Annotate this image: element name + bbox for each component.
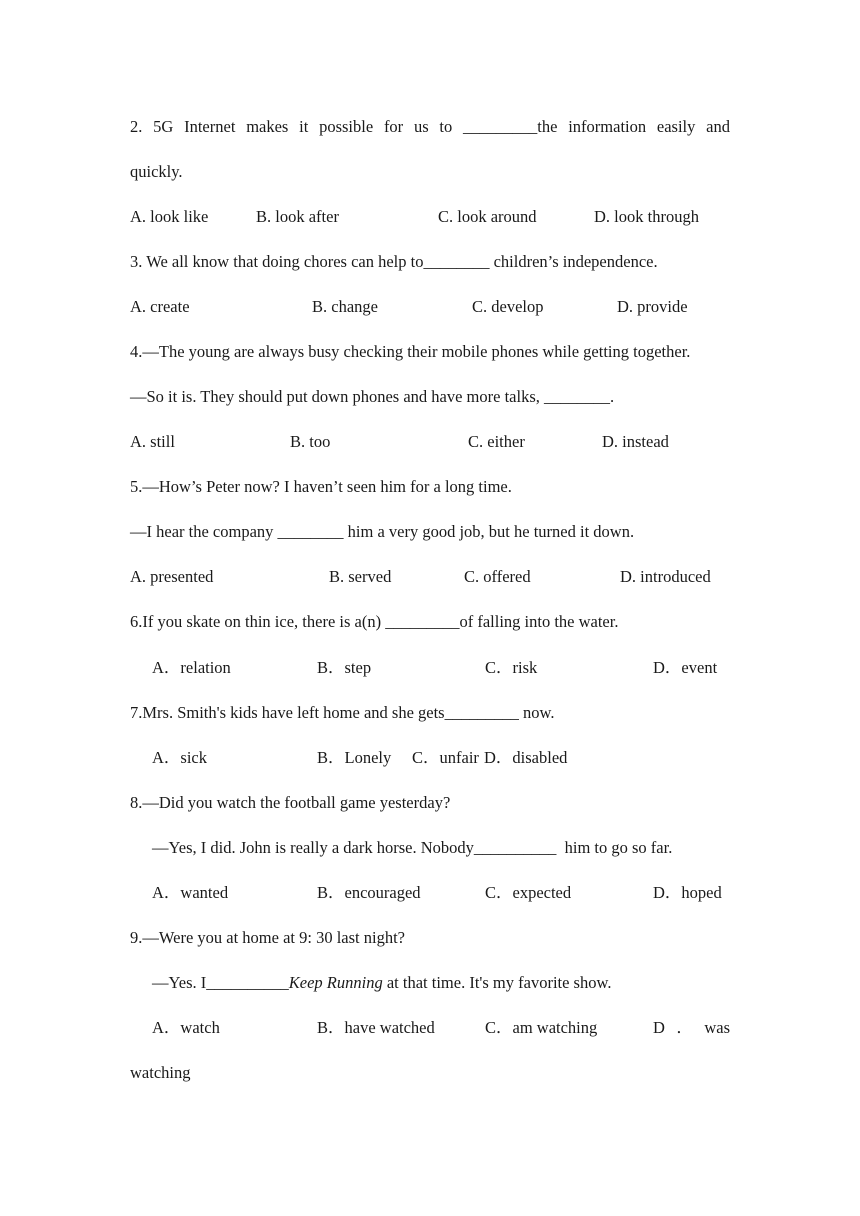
q3-option-d: D. provide xyxy=(617,297,688,316)
q4-option-d: D. instead xyxy=(602,432,669,451)
q7-option-d: D．disabled xyxy=(484,748,568,767)
question-2-line-2: quickly. xyxy=(130,162,183,181)
q9-option-d-wrap: watching xyxy=(130,1063,191,1082)
question-8-line-1: 8.—Did you watch the football game yesterday? xyxy=(130,793,451,812)
q5-option-d: D. introduced xyxy=(620,567,711,586)
q8-answer-blank: __________ xyxy=(473,838,557,857)
q7-option-c: C．unfair xyxy=(412,748,479,767)
q8-option-d: D．hoped xyxy=(653,883,722,902)
q4-option-c: C. either xyxy=(468,432,525,451)
q6-option-b: B．step xyxy=(317,658,372,677)
q2-option-c: C. look around xyxy=(438,207,537,226)
q8-option-a: A．wanted xyxy=(152,883,229,902)
q3-option-c: C. develop xyxy=(472,297,544,316)
q9-line2-after: at that time. It's my favorite show. xyxy=(382,973,612,992)
q4-option-b: B. too xyxy=(290,432,331,451)
q9-show-title: Keep Running xyxy=(288,973,383,992)
q9-line2-before: —Yes. I xyxy=(152,973,207,992)
q8-option-b: B．encouraged xyxy=(317,883,421,902)
q5-option-b: B. served xyxy=(329,567,392,586)
question-3-text: 3. We all know that doing chores can help to________ children’s independence. xyxy=(130,252,658,271)
question-4-line-1: 4.—The young are always busy checking their mobile phones while getting together. xyxy=(130,342,691,361)
q9-option-c: C．am watching xyxy=(485,1018,598,1037)
question-7-text: 7.Mrs. Smith's kids have left home and she gets_________ now. xyxy=(130,703,555,722)
question-8-line-2 xyxy=(152,838,672,858)
q9-option-d: D．was xyxy=(653,1018,730,1037)
q6-option-a: A．relation xyxy=(152,658,231,677)
q9-answer-blank: __________ xyxy=(206,973,289,992)
q4-option-a: A. still xyxy=(130,432,175,451)
q2-option-d: D. look through xyxy=(594,207,699,226)
q3-option-b: B. change xyxy=(312,297,378,316)
q7-option-b: B．Lonely xyxy=(317,748,392,767)
q8-option-c: C．expected xyxy=(485,883,572,902)
q2-option-a: A. look like xyxy=(130,207,209,226)
question-4-line-2: —So it is. They should put down phones and have more talks, ________. xyxy=(130,387,615,406)
question-9-line-2 xyxy=(152,973,611,993)
question-2-line-1: 2. 5G Internet makes it possible for us to _________the information easily and xyxy=(130,117,730,136)
q5-option-c: C. offered xyxy=(464,567,531,586)
question-9-line-1: 9.—Were you at home at 9: 30 last night? xyxy=(130,928,405,947)
q6-option-c: C．risk xyxy=(485,658,538,677)
question-5-line-1: 5.—How’s Peter now? I haven’t seen him for a long time. xyxy=(130,477,512,496)
q3-option-a: A. create xyxy=(130,297,190,316)
question-5-line-2: —I hear the company ________ him a very good job, but he turned it down. xyxy=(130,522,635,541)
q2-option-b: B. look after xyxy=(256,207,339,226)
q9-option-a: A．watch xyxy=(152,1018,220,1037)
q7-option-a: A．sick xyxy=(152,748,207,767)
q8-line2-before: —Yes, I did. John is really a dark horse. Nobody xyxy=(152,838,474,857)
q6-option-d: D．event xyxy=(653,658,718,677)
q8-line2-after: him to go so far. xyxy=(556,838,673,857)
question-6-text: 6.If you skate on thin ice, there is a(n) _________of falling into the water. xyxy=(130,612,619,631)
q9-option-b: B．have watched xyxy=(317,1018,435,1037)
q5-option-a: A. presented xyxy=(130,567,214,586)
